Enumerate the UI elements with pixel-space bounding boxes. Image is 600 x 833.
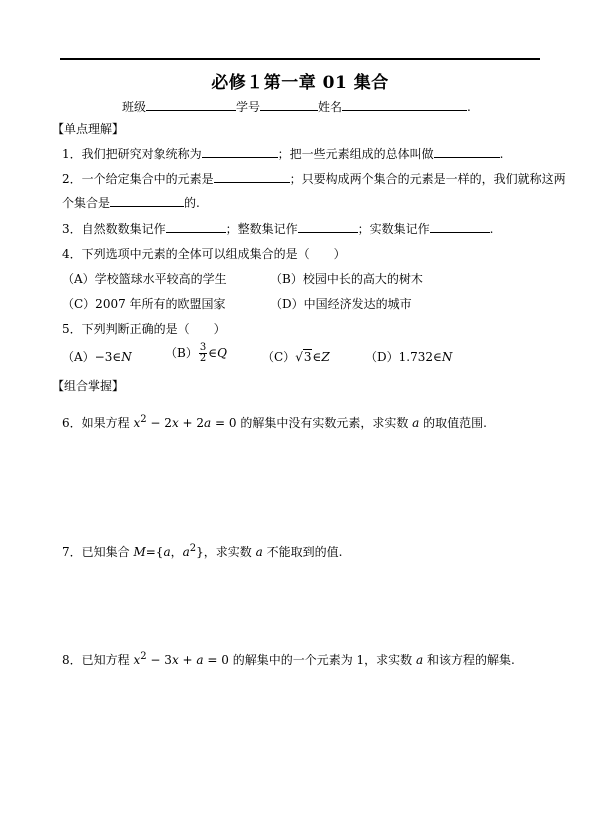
question-3 bbox=[62, 221, 494, 236]
q8-var-a2: a bbox=[415, 653, 424, 667]
question-6 bbox=[62, 413, 487, 430]
q4-option-a[interactable]: （A）学校篮球水平较高的学生 bbox=[62, 272, 227, 286]
q5-c-sqrt bbox=[295, 350, 312, 364]
q6-var-x: x bbox=[133, 416, 141, 430]
q7-var-a2: a bbox=[182, 545, 190, 559]
q3-text-d: . bbox=[489, 222, 494, 236]
page-title: 必修１第一章 01 集合 bbox=[211, 73, 389, 93]
q4-option-c[interactable]: （C）2007 年所有的欧盟国家 bbox=[62, 297, 226, 311]
q1-text-c: . bbox=[499, 147, 504, 161]
q8-text-d: = 0 的解集中的一个元素为 1，求实数 bbox=[203, 653, 416, 667]
q8-var-a: a bbox=[196, 653, 204, 667]
q8-var-x: x bbox=[133, 653, 141, 667]
q6-text-a: 6．如果方程 bbox=[62, 416, 134, 430]
question-5-stem: 5．下列判断正确的是（ ） bbox=[62, 322, 226, 336]
q2-text-c: 个集合是 bbox=[62, 196, 111, 210]
q3-text-b: ；整数集记作 bbox=[225, 222, 298, 236]
q7-text-d: }，求实数 bbox=[196, 545, 256, 559]
name-label: 姓名 bbox=[318, 100, 343, 114]
q5-b-numerator: 3 bbox=[199, 342, 207, 353]
q5-a-set: N bbox=[121, 350, 132, 364]
question-2-line-2 bbox=[62, 195, 200, 210]
q5-c-relation: ∈ bbox=[312, 350, 322, 364]
q2-text-a: 2．一个给定集合中的元素是 bbox=[62, 172, 214, 186]
id-blank[interactable] bbox=[260, 99, 318, 111]
q3-blank-2[interactable] bbox=[298, 221, 358, 233]
q8-text-a: 8．已知方程 bbox=[62, 653, 134, 667]
id-label: 学号 bbox=[236, 100, 261, 114]
section-combined-mastery: 【组合掌握】 bbox=[52, 379, 125, 393]
name-blank[interactable] bbox=[342, 99, 467, 111]
q6-text-d: = 0 的解集中没有实数元素，求实数 bbox=[211, 416, 413, 430]
info-end-mark: . bbox=[467, 100, 471, 114]
q5-c-radicand: 3 bbox=[303, 350, 312, 364]
q7-var-a: a bbox=[163, 545, 171, 559]
q6-text-b: − 2 bbox=[146, 416, 172, 430]
question-8 bbox=[62, 650, 515, 667]
q5-option-b[interactable] bbox=[165, 343, 227, 364]
q4-option-d[interactable]: （D）中国经济发达的城市 bbox=[270, 297, 412, 311]
question-2-line-1 bbox=[62, 171, 566, 186]
q5-d-expr: 1.732∈ bbox=[398, 350, 442, 364]
q2-text-d: 的. bbox=[184, 196, 200, 210]
q7-exponent: 2 bbox=[189, 543, 197, 554]
q3-blank-1[interactable] bbox=[166, 221, 226, 233]
q1-text-b: ；把一些元素组成的总体叫做 bbox=[277, 147, 434, 161]
q1-blank-1[interactable] bbox=[202, 146, 278, 158]
q6-var-x2: x bbox=[171, 416, 179, 430]
q5-b-relation: ∈ bbox=[208, 346, 218, 360]
q5-b-label: （B） bbox=[165, 346, 198, 360]
q1-text-a: 1．我们把研究对象统称为 bbox=[62, 147, 202, 161]
question-1 bbox=[62, 146, 503, 161]
header-rule bbox=[60, 58, 540, 60]
q5-option-a[interactable] bbox=[62, 350, 132, 364]
q6-text-c: + 2 bbox=[178, 416, 205, 430]
class-label: 班级 bbox=[122, 100, 147, 114]
q2-blank-2[interactable] bbox=[110, 195, 184, 207]
q6-text-e: 的取值范围. bbox=[419, 416, 487, 430]
class-blank[interactable] bbox=[146, 99, 236, 111]
q2-text-b: ；只要构成两个集合的元素是一样的，我们就称这两 bbox=[289, 172, 566, 186]
q5-c-label: （C） bbox=[262, 350, 296, 364]
q5-a-expr: −3∈ bbox=[94, 350, 122, 364]
q6-exponent: 2 bbox=[140, 414, 147, 425]
q5-b-denominator: 2 bbox=[199, 353, 207, 364]
q1-blank-2[interactable] bbox=[434, 146, 500, 158]
q7-text-b: ={ bbox=[145, 545, 164, 559]
q7-text-e: 不能取到的值. bbox=[262, 545, 343, 559]
student-info-line bbox=[122, 98, 471, 115]
q5-a-label: （A） bbox=[62, 350, 95, 364]
question-7 bbox=[62, 542, 342, 559]
section-single-point: 【单点理解】 bbox=[52, 122, 125, 136]
q2-blank-1[interactable] bbox=[214, 171, 290, 183]
question-4-stem: 4．下列选项中元素的全体可以组成集合的是（ ） bbox=[62, 247, 346, 261]
q7-var-a3: a bbox=[255, 545, 263, 559]
q4-option-b[interactable]: （B）校园中长的高大的树木 bbox=[270, 272, 423, 286]
q3-text-a: 3．自然数数集记作 bbox=[62, 222, 166, 236]
q8-exponent: 2 bbox=[140, 651, 147, 662]
q5-c-set: Z bbox=[321, 350, 330, 364]
q5-d-label: （D） bbox=[365, 350, 399, 364]
sqrt-symbol-icon: √ bbox=[295, 350, 303, 364]
q3-blank-3[interactable] bbox=[430, 221, 490, 233]
q7-text-a: 7．已知集合 bbox=[62, 545, 134, 559]
q5-b-set: Q bbox=[217, 346, 227, 360]
q8-text-c: + bbox=[178, 653, 197, 667]
q7-text-c: ， bbox=[170, 545, 183, 559]
q5-option-c[interactable] bbox=[262, 350, 330, 364]
q5-b-fraction bbox=[199, 343, 207, 364]
q5-option-d[interactable] bbox=[365, 350, 452, 364]
q8-text-e: 和该方程的解集. bbox=[423, 653, 515, 667]
q5-d-set: N bbox=[441, 350, 453, 364]
q8-var-x2: x bbox=[171, 653, 179, 667]
q6-var-a2: a bbox=[412, 416, 420, 430]
q3-text-c: ；实数集记作 bbox=[357, 222, 430, 236]
q8-text-b: − 3 bbox=[146, 653, 172, 667]
q7-set-m: M bbox=[133, 545, 146, 559]
q6-var-a: a bbox=[204, 416, 212, 430]
